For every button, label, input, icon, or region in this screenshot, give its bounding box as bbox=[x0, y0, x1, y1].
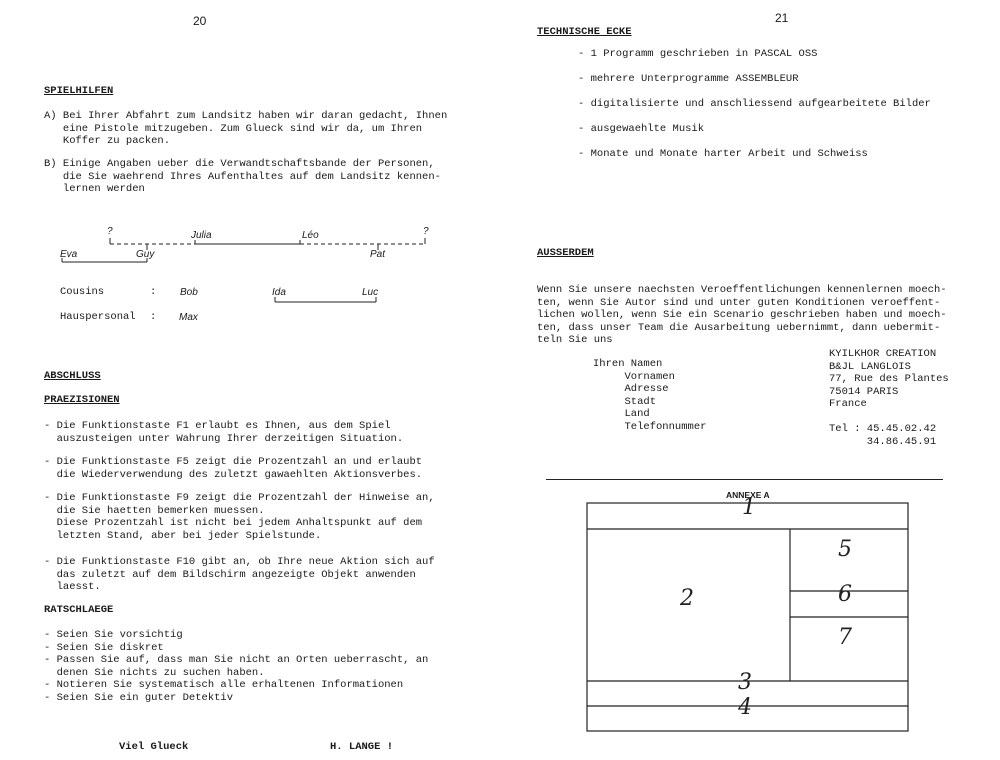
abschluss-heading: ABSCHLUSS bbox=[44, 370, 101, 382]
staff-colon: : bbox=[150, 311, 157, 323]
list-item: - Seien Sie diskret bbox=[44, 641, 164, 654]
cousins-colon: : bbox=[150, 286, 157, 298]
tree-guy: Guy bbox=[136, 249, 155, 260]
text-line: lernen werden bbox=[44, 183, 145, 195]
ausserdem-heading: AUSSERDEM bbox=[537, 247, 594, 259]
text-line: eine Pistole mitzugeben. Zum Glueck sind wir da, um Ihren bbox=[44, 122, 423, 135]
list-item: - Notieren Sie systematisch alle erhaltenen Informationen bbox=[44, 679, 404, 691]
publisher-address: KYILKHOR CREATION B&JL LANGLOIS 77, Rue des Plantes 75014 PARIS France Tel : 45.45.02.42 34.86.45.91 bbox=[829, 348, 949, 448]
annexe-zone-3: 3 bbox=[738, 670, 752, 695]
annexe-zone-2: 2 bbox=[680, 586, 694, 611]
cousins-label: Cousins bbox=[60, 286, 105, 298]
technische-ecke-heading: TECHNISCHE ECKE bbox=[537, 26, 632, 38]
praezisionen-item-f10: - Die Funktionstaste F10 gibt an, ob Ihre neue Aktion sich auf das zuletzt auf dem Bildschirm angezeigte Objekt anwenden laesst. bbox=[44, 556, 435, 593]
footer-viel-glueck: Viel Glueck bbox=[119, 741, 189, 753]
list-item: - Seien Sie ein guter Detektiv bbox=[44, 691, 234, 704]
praezisionen-item-f1: - Die Funktionstaste F1 erlaubt es Ihnen, aus dem Spiel auszusteigen unter Wahrung Ihrer derzeitigen Situation. bbox=[44, 420, 404, 445]
text-line: B) Einige Angaben ueber die Verwandtschaftsbande der Personen, bbox=[44, 158, 435, 170]
annexe-zone-7: 7 bbox=[838, 625, 852, 650]
tree-luc: Luc bbox=[362, 287, 379, 298]
list-item: - Monate und Monate harter Arbeit und Schweiss bbox=[578, 148, 868, 160]
page-number-right: 21 bbox=[775, 11, 789, 25]
tree-unknown-left: ? bbox=[107, 226, 113, 237]
list-item: - Passen Sie auf, dass man Sie nicht an Orten ueberrascht, an denen Sie nichts zu suchen haben. bbox=[44, 654, 429, 679]
tree-unknown-right: ? bbox=[423, 226, 429, 237]
tree-eva: Eva bbox=[60, 249, 78, 260]
annexe-zone-4: 4 bbox=[738, 695, 752, 720]
list-item: - 1 Programm geschrieben in PASCAL OSS bbox=[578, 48, 818, 60]
spielhilfen-heading: SPIELHILFEN bbox=[44, 85, 114, 97]
annexe-title: ANNEXE A bbox=[726, 490, 770, 500]
praezisionen-item-f5: - Die Funktionstaste F5 zeigt die Prozentzahl an und erlaubt die Wiederverwendung des zuletzt gawaehlten Aktionsverbes. bbox=[44, 456, 423, 481]
tree-leo: Léo bbox=[302, 230, 319, 241]
footer-signature: H. LANGE ! bbox=[330, 741, 394, 753]
tree-pat: Pat bbox=[370, 249, 386, 260]
ausserdem-paragraph: Wenn Sie unsere naechsten Veroeffentlichungen kennenlernen moech- ten, wenn Sie Autor sind und unter guten Konditionen veroeffent- lichen wollen, wenn Sie ein Scenario geschrieben haben und moech- ten, dass unser Team die Ausarbeitung uebernimmt, dann uebermit- teln Sie uns bbox=[537, 284, 947, 346]
annexe-zone-1: 1 bbox=[742, 495, 756, 520]
list-item: - ausgewaehlte Musik bbox=[578, 123, 705, 135]
staff-label: Hauspersonal bbox=[60, 311, 136, 323]
praezisionen-heading: PRAEZISIONEN bbox=[44, 394, 120, 406]
tree-max: Max bbox=[179, 312, 198, 323]
tree-julia: Julia bbox=[191, 230, 212, 241]
tree-bob: Bob bbox=[180, 287, 198, 298]
praezisionen-item-f9: - Die Funktionstaste F9 zeigt die Prozentzahl der Hinweise an, die Sie haetten bemerken muessen. Diese Prozentzahl ist nicht bei jedem Anhaltspunkt auf dem letzten Stand, aber bei jeder Spielstunde. bbox=[44, 492, 435, 542]
annexe-zone-5: 5 bbox=[838, 537, 852, 562]
text-line: A) Bei Ihrer Abfahrt zum Landsitz haben wir daran gedacht, Ihnen bbox=[44, 110, 448, 122]
text-line: die Sie waehrend Ihres Aufenthaltes auf dem Landsitz kennen- bbox=[44, 170, 441, 183]
tree-ida: Ida bbox=[272, 287, 286, 298]
text-line: Koffer zu packen. bbox=[44, 135, 171, 147]
contact-form-fields: Ihren Namen Vornamen Adresse Stadt Land Telefonnummer bbox=[593, 358, 707, 433]
list-item: - mehrere Unterprogramme ASSEMBLEUR bbox=[578, 73, 799, 85]
list-item: - Seien Sie vorsichtig bbox=[44, 629, 183, 641]
ratschlaege-heading: RATSCHLAEGE bbox=[44, 604, 114, 616]
list-item: - digitalisierte und anschliessend aufgearbeitete Bilder bbox=[578, 98, 931, 110]
page-number-left: 20 bbox=[193, 14, 207, 28]
annexe-zone-6: 6 bbox=[838, 582, 852, 607]
